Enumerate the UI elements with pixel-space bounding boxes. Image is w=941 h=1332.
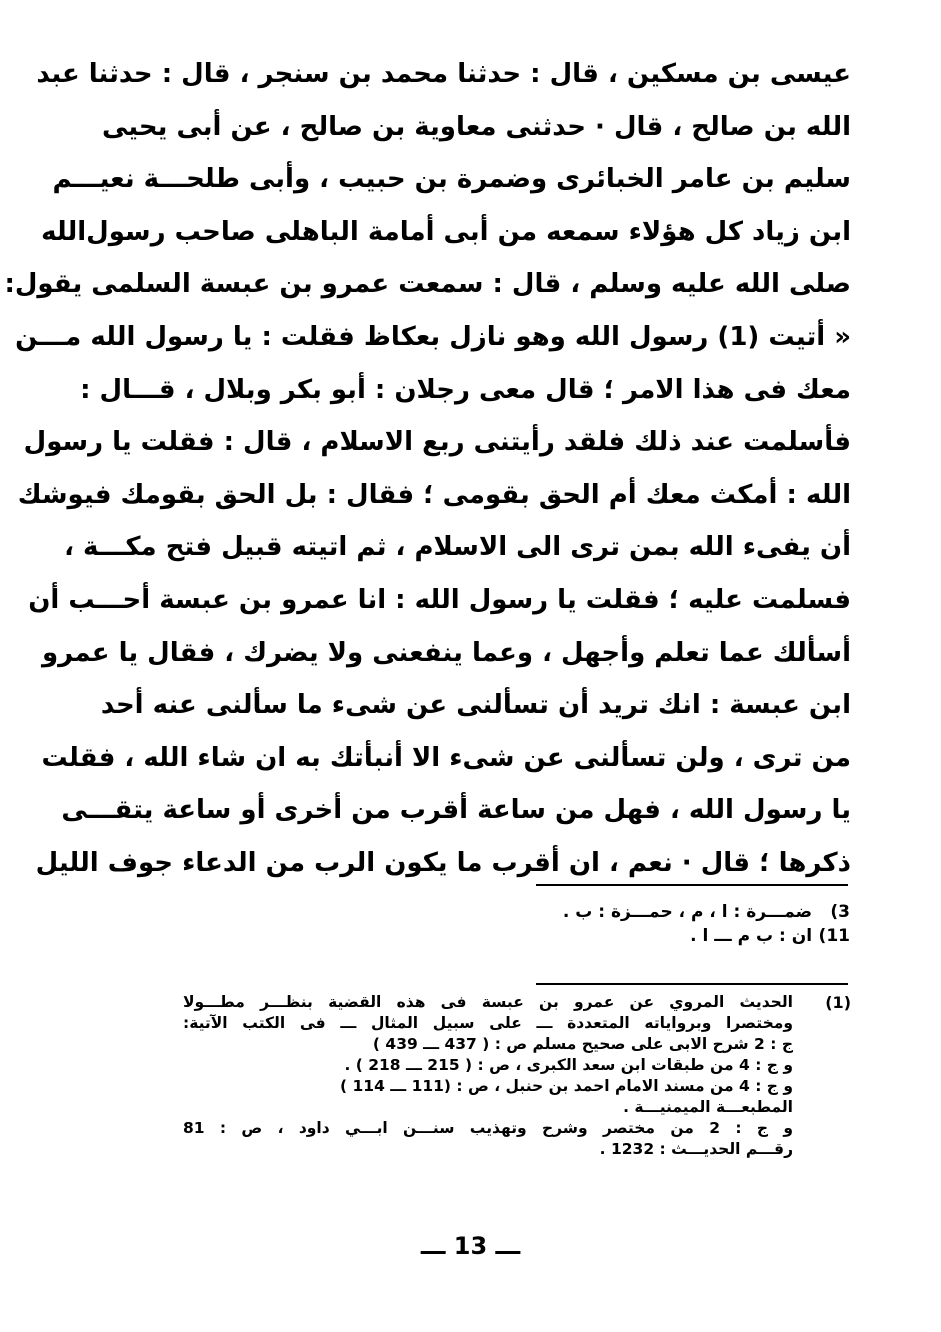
footnote-line: ج : 2 شرح الابى على صحيح مسلم ص : ( 437 ـــ 439 ) [372, 1035, 793, 1053]
variant-line [440, 900, 850, 924]
variant-text: ضمـــرة : ا ، م ، حمـــزة : ب . [562, 902, 813, 922]
footnote-line: و ج : 2 من مختصر وشرح وتهذيب سنـــن ابـــي داود ، ص : 81 [183, 1119, 794, 1137]
text-line: أسألك عما تعلم وأجهل ، وعما ينفعنى ولا يضرك ، فقال يا عمرو [42, 637, 851, 668]
variant-number: 3) [830, 902, 850, 922]
variant-text: ان : ب م ـــ ا . [690, 926, 813, 946]
text-line: « أتيت (1) رسول الله وهو نازل بعكاظ فقلت : يا رسول الله مـــن [15, 321, 851, 352]
footnote-line: الحديث المروي عن عمرو بن عبسة فى هذه القضية بنظـــر مطـــولا [183, 993, 793, 1011]
text-line: ابن عبسة : انك تريد أن تسألنى عن شىء ما سألنى عنه أحد [100, 690, 851, 721]
footnote-line: المطبعـــة الميمنيـــة . [623, 1098, 793, 1116]
variant-line [440, 924, 850, 948]
footnote [183, 992, 851, 1160]
text-line: أن يفىء الله بمن ترى الى الاسلام ، ثم اتيته قبيل فتح مكـــة ، [64, 532, 851, 563]
separator-rule [536, 983, 848, 985]
text-line: فأسلمت عند ذلك فلقد رأيتنى ربع الاسلام ، قال : فقلت يا رسول [23, 427, 851, 458]
footnote-number: (1) [825, 993, 851, 1012]
text-line: عيسى بن مسكين ، قال : حدثنا محمد بن سنجر ، قال : حدثنا عبد [36, 59, 851, 89]
text-line: سليم بن عامر الخبائرى وضمرة بن حبيب ، وأبى طلحـــة نعيـــم [52, 164, 851, 195]
footnote-body [183, 992, 793, 1160]
page-number: ـــ 13 ـــ [420, 1232, 521, 1260]
text-line: الله : أمكث معك أم الحق بقومى ؛ فقال : بل الحق بقومك فيوشك [17, 479, 851, 510]
variant-readings [440, 900, 850, 948]
text-line: الله بن صالح ، قال · حدثنى معاوية بن صالح ، عن أبى يحيى [101, 111, 851, 142]
text-line: ذكرها ؛ قال · نعم ، ان أقرب ما يكون الرب من الدعاء جوف الليل [35, 847, 851, 878]
text-line: ابن زياد كل هؤلاء سمعه من أبى أمامة الباهلى صاحب رسول‌الله [41, 216, 851, 247]
footnote-line: و ج : 4 من مسند الامام احمد بن حنبل ، ص : (111 ـــ 114 ) [340, 1077, 793, 1095]
text-line: صلى الله عليه وسلم ، قال : سمعت عمرو بن عبسة السلمى يقول: [4, 269, 851, 300]
main-text [4, 48, 851, 890]
text-line: معك فى هذا الامر ؛ قال معى رجلان : أبو بكر وبلال ، قـــال : [80, 374, 851, 405]
text-line: فسلمت عليه ؛ فقلت يا رسول الله : انا عمرو بن عبسة أحـــب أن [28, 584, 851, 615]
variant-number: 11) [818, 926, 850, 946]
footnote-line: رقـــم الحديـــث : 1232 . [599, 1140, 793, 1158]
text-line: من ترى ، ولن تسألنى عن شىء الا أنبأتك به ان شاء الله ، فقلت [41, 742, 851, 773]
footnote-line: و ج : 4 من طبقات ابن سعد الكبرى ، ص : ( 215 ـــ 218 ) . [344, 1056, 793, 1074]
text-line: يا رسول الله ، فهل من ساعة أقرب من أخرى أو ساعة يتقـــى [61, 795, 851, 826]
footnote-line: ومختصرا وبرواياته المتعددة ـــ على سبيل المثال ـــ فى الكتب الآتية: [183, 1014, 793, 1032]
separator-rule [536, 884, 848, 886]
